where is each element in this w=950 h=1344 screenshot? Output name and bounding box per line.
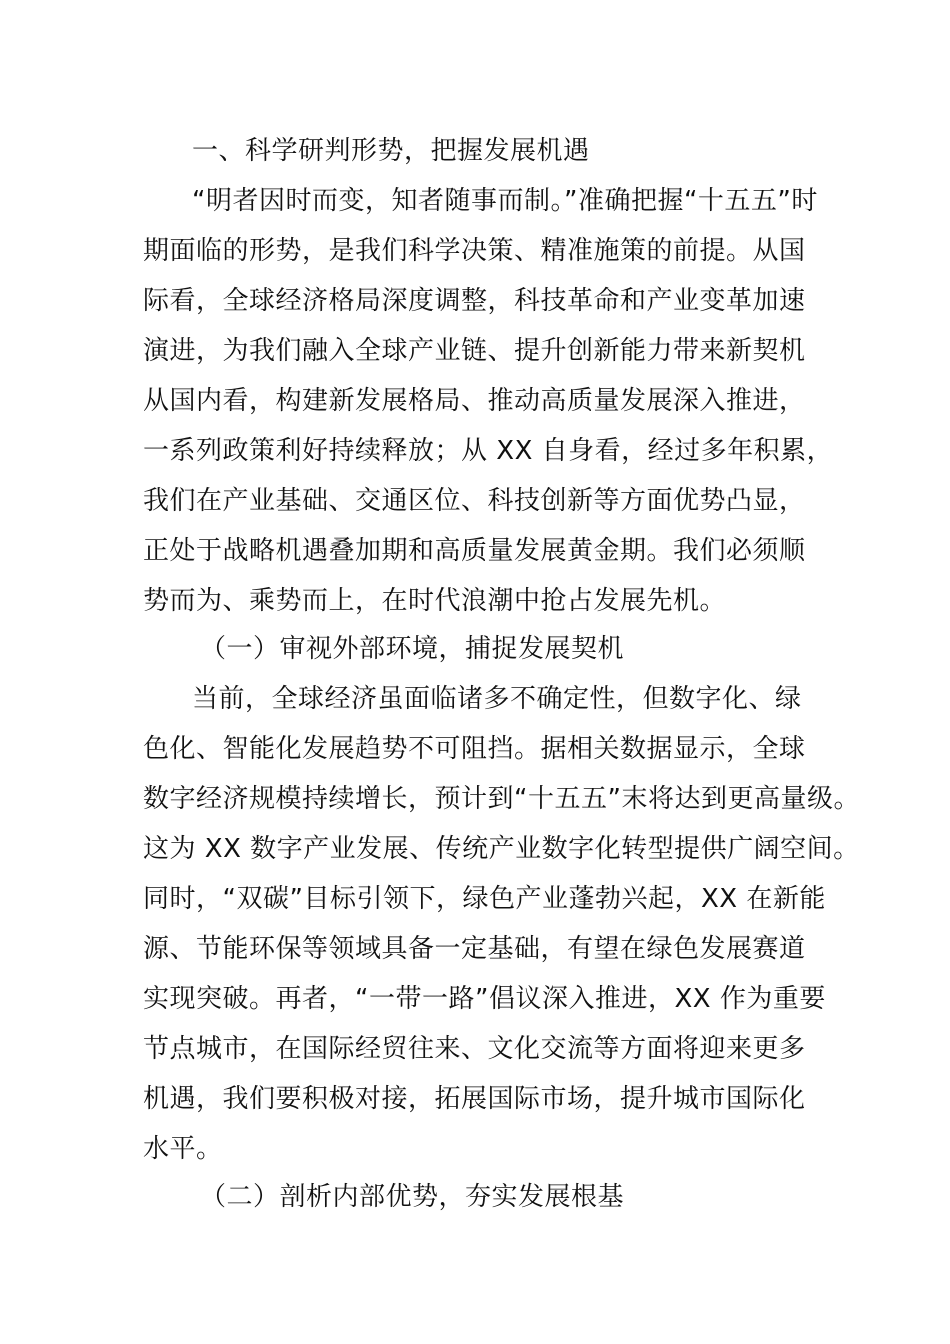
paragraph-line: 节点城市，在国际经贸往来、文化交流等方面将迎来更多 — [143, 1034, 806, 1064]
paragraph-line: 机遇，我们要积极对接，拓展国际市场，提升城市国际化 — [143, 1084, 806, 1114]
paragraph-line: 色化、智能化发展趋势不可阻挡。据相关数据显示，全球 — [143, 734, 806, 764]
paragraph-line: 期面临的形势，是我们科学决策、精准施策的前提。从国 — [143, 236, 806, 266]
paragraph-line: 数字经济规模持续增长，预计到“十五五”末将达到更高量级。 — [143, 784, 860, 814]
paragraph-line: 势而为、乘势而上，在时代浪潮中抢占发展先机。 — [143, 586, 727, 616]
paragraph-line: 这为 XX 数字产业发展、传统产业数字化转型提供广阔空间。 — [143, 834, 860, 864]
section-heading: 一、科学研判形势，把握发展机遇 — [192, 136, 590, 166]
paragraph-line: 水平。 — [143, 1134, 223, 1164]
paragraph-line: 演进，为我们融入全球产业链、提升创新能力带来新契机 — [143, 336, 806, 366]
paragraph-line: “明者因时而变，知者随事而制。”准确把握“十五五”时 — [192, 186, 818, 216]
paragraph-line: 从国内看，构建新发展格局、推动高质量发展深入推进， — [143, 386, 806, 416]
paragraph-line: 际看，全球经济格局深度调整，科技革命和产业变革加速 — [143, 286, 806, 316]
paragraph-line: 当前，全球经济虽面临诸多不确定性，但数字化、绿 — [192, 684, 802, 714]
subsection-heading: （二）剖析内部优势，夯实发展根基 — [200, 1182, 625, 1212]
paragraph-line: 正处于战略机遇叠加期和高质量发展黄金期。我们必须顺 — [143, 536, 806, 566]
paragraph-line: 同时，“双碳”目标引领下，绿色产业蓬勃兴起，XX 在新能 — [143, 884, 826, 914]
subsection-heading: （一）审视外部环境，捕捉发展契机 — [200, 634, 625, 664]
paragraph-line: 我们在产业基础、交通区位、科技创新等方面优势凸显， — [143, 486, 806, 516]
paragraph-line: 源、节能环保等领域具备一定基础，有望在绿色发展赛道 — [143, 934, 806, 964]
paragraph-line: 实现突破。再者，“一带一路”倡议深入推进，XX 作为重要 — [143, 984, 826, 1014]
paragraph-line: 一系列政策利好持续释放；从 XX 自身看，经过多年积累， — [143, 436, 834, 466]
